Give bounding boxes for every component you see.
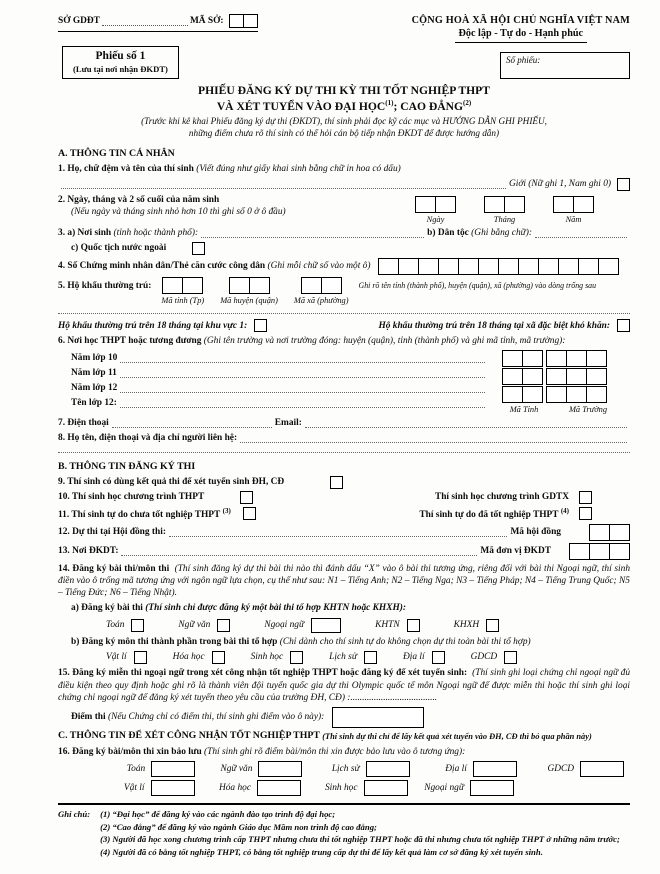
class12-label: Tên lớp 12: [71, 397, 117, 408]
footnote-ref-2: (2) [463, 98, 472, 107]
council-input[interactable] [169, 528, 507, 537]
ngu-van-box[interactable] [217, 619, 230, 632]
subject-label: Ngữ văn [220, 764, 253, 774]
dkdt-place-input[interactable] [121, 547, 477, 556]
item14-paragraph [58, 563, 630, 600]
digit-box[interactable] [522, 368, 543, 385]
item5-note: Ghi rõ tên tỉnh (thành phố), huyện (quận), xã (phường) vào dòng trống sau [358, 281, 597, 291]
digit-box[interactable] [301, 277, 322, 294]
thpt-program-box[interactable] [240, 491, 253, 504]
item3b-label: b) Dân tộc [427, 228, 469, 239]
digit-box[interactable] [538, 258, 559, 275]
item12-label: 12. Dự thi tại Hội đồng thi: [58, 526, 166, 537]
grade12-school-boxes [546, 386, 607, 403]
subject-label: Hóa học [172, 652, 205, 663]
item2-row [58, 194, 630, 225]
item3c-label: c) Quốc tịch nước ngoài [71, 243, 167, 254]
form-title [58, 84, 630, 114]
ward-code-label: Mã xã (phường) [293, 296, 349, 306]
item14b-row [71, 636, 630, 648]
form-instructions: (Trước khi kê khai Phiếu đăng ký dự thi (ĐKDT), thí sinh phải đọc kỹ các mục và HƯỚNG DẪN GHI PHIẾU, những điểm chưa rõ thí sinh có thể hỏi cán bộ tiếp nhận ĐKDT để được hướng dẫn) [141, 116, 547, 139]
digit-box[interactable] [546, 350, 567, 367]
digit-box[interactable] [586, 386, 607, 403]
subject-label: Sinh học [250, 652, 284, 663]
item14-hint: (Thí sinh đăng ký dự thi bài thi nào thì đánh dấu “X” vào ô bài thi tương ứng, riêng đối với bài thi Ngoại ngữ, thí sinh điền vào ô trống mã tương ứng với ngôn ngữ lựa chọn, cụ thể như sau: N1 – Tiếng Anh; N2 – Tiếng Nga; N3 – Tiếng Pháp; N4 – Tiếng Trung Quốc; N5 – Tiếng Đức; N6 – Tiếng Nhật). [58, 563, 631, 599]
item7-label: 7. Điện thoại [58, 418, 109, 429]
footnote-ref-1: (1) [385, 98, 394, 107]
hardship-label: Hộ khẩu thường trú trên 18 tháng tại xã đặc biệt khó khăn: [378, 320, 610, 331]
item6-hint: (Ghi tên trường và nơi trường đóng: huyện (quận), tỉnh (thành phố) và ghi mã tỉnh, mã trường): [203, 335, 566, 346]
digit-box[interactable] [546, 386, 567, 403]
toan-score-box[interactable] [151, 761, 195, 777]
province-col-label: Mã Tỉnh [509, 404, 539, 414]
item11-row [58, 507, 630, 522]
dia-li-score-box[interactable] [473, 761, 517, 777]
dob-year-boxes [553, 196, 594, 213]
digit-box[interactable] [573, 196, 594, 213]
item4-row [58, 258, 630, 275]
gdtx-program-box[interactable] [579, 491, 592, 504]
sinh-hoc-box[interactable] [290, 651, 303, 664]
digit-box[interactable] [243, 14, 258, 28]
score-hint: (Nếu Chứng chỉ có điểm thi, thí sinh ghi điểm vào ô này): [107, 712, 325, 723]
digit-box[interactable] [566, 386, 587, 403]
item13-row [58, 543, 630, 560]
dob-month-boxes [484, 196, 525, 213]
vat-li-score-box[interactable] [151, 780, 195, 796]
hoa-hoc-box[interactable] [212, 651, 225, 664]
email-label: Email: [274, 418, 302, 429]
form-number: Phiếu số 1 [95, 49, 146, 62]
department-code-label: MÃ SỞ: [189, 15, 224, 26]
phone-input[interactable] [112, 419, 272, 428]
section-c-hint: (Thí sinh dự thi chỉ để lấy kết quả xét tuyển vào ĐH, CĐ thì bỏ qua phần này) [322, 732, 592, 742]
province-code-label: Mã tỉnh (Tp) [161, 296, 205, 306]
digit-box[interactable] [458, 258, 479, 275]
item2-label: 2. Ngày, tháng và 2 số cuối của năm sinh [58, 194, 220, 205]
hoa-hoc-score-box[interactable] [257, 780, 301, 796]
hardship-box[interactable] [617, 319, 630, 332]
digit-box[interactable] [182, 277, 203, 294]
footnotes-label: Ghi chú: [58, 809, 91, 820]
vat-li-box[interactable] [134, 651, 147, 664]
contact-input-line2[interactable] [58, 452, 630, 453]
subject-label: Ngữ văn [178, 620, 211, 631]
department-label: SỞ GDĐT [58, 15, 100, 26]
form-header [58, 14, 630, 43]
gender-box[interactable] [617, 178, 630, 191]
free-candidate-box[interactable] [243, 507, 256, 520]
grade12-label: Năm lớp 12 [71, 382, 118, 393]
ngoai-ngu-score-box[interactable] [470, 780, 514, 796]
email-input[interactable] [305, 419, 627, 428]
item4-hint: (Ghi mỗi chữ số vào một ô) [267, 260, 371, 271]
digit-box[interactable] [478, 258, 499, 275]
digit-box[interactable] [566, 368, 587, 385]
digit-box[interactable] [502, 386, 523, 403]
residency-flags-row [58, 319, 630, 332]
dob-month-label: Tháng [493, 214, 516, 224]
dob-year-label: Năm [565, 214, 582, 224]
subject-label: Ngoại ngữ [264, 620, 305, 631]
subject-label: GDCD [547, 764, 575, 774]
section-b-heading: B. THÔNG TIN ĐĂNG KÝ THI [58, 460, 196, 472]
national-motto [412, 14, 630, 43]
item14a-label: a) Đăng ký bài thi [71, 603, 143, 614]
section-a-heading: A. THÔNG TIN CÁ NHÂN [58, 148, 175, 160]
digit-box[interactable] [578, 258, 599, 275]
item7-row [58, 417, 630, 429]
ngu-van-score-box[interactable] [258, 761, 302, 777]
digit-box[interactable] [609, 524, 630, 541]
item10-row [58, 491, 630, 504]
subject-label: Địa lí [402, 652, 425, 663]
subject-label: Toán [106, 620, 125, 631]
footnote-ref-4: (4) [560, 506, 569, 515]
digit-box[interactable] [586, 368, 607, 385]
residence-detail-input[interactable] [58, 313, 630, 314]
item1-label: 1. Họ, chữ đệm và tên của thí sinh [58, 164, 194, 175]
serial-number-label: Số phiếu: [506, 54, 541, 65]
grade12-input[interactable] [120, 384, 485, 393]
subject-label: Lịch sử [329, 652, 357, 663]
item9-label: 9. Thí sinh có dùng kết quả thi để xét tuyển sinh ĐH, CĐ [58, 476, 285, 487]
item10-left-label: 10. Thí sinh học chương trình THPT [58, 492, 205, 503]
grade11-school-boxes [546, 368, 607, 385]
ngoai-ngu-box[interactable] [311, 618, 341, 633]
digit-box[interactable] [504, 196, 525, 213]
item16-hint: (Thí sinh ghi rõ điểm bài/môn thi xin được bảo lưu vào ô tương ứng): [204, 746, 466, 757]
subject-label: Sinh học [324, 783, 358, 793]
item3a-label: 3. a) Nơi sinh [58, 228, 112, 239]
district-code-boxes [229, 277, 270, 294]
digit-box[interactable] [162, 277, 183, 294]
id-number-boxes [378, 258, 619, 275]
grade11-province-boxes [502, 368, 543, 385]
ethnicity-input[interactable] [535, 229, 627, 238]
contact-input[interactable] [240, 434, 627, 443]
digit-box[interactable] [498, 258, 519, 275]
kv1-box[interactable] [254, 319, 267, 332]
digit-box[interactable] [558, 258, 579, 275]
digit-box[interactable] [502, 368, 523, 385]
form-title-line2: VÀ XÉT TUYỂN VÀO ĐẠI HỌC$^{(1)}$; CAO ĐẲNG$^{(2)}$ [216, 98, 472, 113]
gdcd-score-box[interactable] [580, 761, 624, 777]
grade11-input[interactable] [120, 369, 485, 378]
grade10-label: Năm lớp 10 [71, 353, 118, 364]
national-subtitle: Độc lập - Tự do - Hạnh phúc [455, 27, 588, 42]
item5-label: 5. Hộ khẩu thường trú: [58, 281, 152, 292]
digit-box[interactable] [398, 258, 419, 275]
section-c-heading: C. THÔNG TIN ĐỂ XÉT CÔNG NHẬN TỐT NGHIỆP THPT [58, 730, 320, 742]
kv1-label: Hộ khẩu thường trú trên 18 tháng tại khu vực 1: [58, 320, 248, 331]
subject-label: Hóa học [218, 783, 251, 793]
form-number-note: (Lưu tại nơi nhận ĐKDT) [73, 64, 168, 75]
item3-row [58, 227, 630, 239]
item15-hint: (Thí sinh ghi loại chứng chỉ ngoại ngữ đủ điều kiện theo quy định hoặc ghi rõ là thành viên đội tuyển quốc gia dự thi Olympic quốc tế môn Ngoại ngữ để được miễn thi hoặc thí sinh ghi loại chứng chỉ ngoại ngữ để đăng ký xét tuyển theo yêu cầu của trường ĐH, CĐ) : [58, 668, 631, 703]
digit-box[interactable] [502, 350, 523, 367]
use-result-box[interactable] [330, 476, 343, 489]
fullname-input[interactable] [61, 180, 506, 189]
item14b-subjects [106, 651, 630, 664]
item15-label: 15. Đăng ký miễn thi ngoại ngữ trong xét công nhận tốt nghiệp THPT hoặc đăng ký để xét tuyển sinh: [58, 668, 468, 679]
dob-groups [415, 196, 594, 225]
digit-box[interactable] [522, 386, 543, 403]
item6-row [58, 335, 630, 347]
footer-divider [58, 803, 630, 805]
dob-day-boxes [415, 196, 456, 213]
digit-box[interactable] [438, 258, 459, 275]
item8-row [58, 432, 630, 444]
national-title: CỘNG HOÀ XÃ HỘI CHỦ NGHĨA VIỆT NAM [411, 15, 630, 26]
subject-label: Địa lí [445, 764, 467, 774]
digit-box[interactable] [553, 196, 574, 213]
digit-box[interactable] [546, 368, 567, 385]
digit-box[interactable] [418, 258, 439, 275]
item4-label: 4. Số Chứng minh nhân dân/Thẻ căn cước công dân [58, 260, 266, 271]
item1-hint: (Viết đúng như giấy khai sinh bằng chữ in hoa có dấu) [196, 164, 401, 175]
digit-box[interactable] [321, 277, 342, 294]
item13-code-label: Mã đơn vị ĐKDT [480, 546, 551, 557]
item12-row [58, 524, 630, 541]
item3b-hint: (Ghi bằng chữ): [471, 228, 532, 239]
grade10-province-boxes [502, 350, 543, 367]
lich-su-score-box[interactable] [366, 761, 410, 777]
item11-right-label: Thí sinh tự do đã tốt nghiệp THPT [419, 509, 559, 520]
khxh-box[interactable] [486, 619, 499, 632]
item10-right-label: Thí sinh học chương trình GDTX [434, 492, 569, 503]
footnotes [58, 809, 630, 859]
item9-row [58, 476, 630, 489]
digit-box[interactable] [522, 350, 543, 367]
subject-label: Vật lí [123, 783, 145, 793]
footnote-4: (4) Người đã có bằng tốt nghiệp THPT, có bằng tốt nghiệp trung cấp dự thi để lấy kết quả làm cơ sở đăng ký xét tuyển sinh. [100, 846, 543, 857]
item16-row2 [88, 780, 514, 796]
subject-label: KHTN [375, 620, 400, 631]
digit-box[interactable] [229, 277, 250, 294]
item1-name-line [58, 178, 630, 191]
item3a-hint: (tỉnh hoặc thành phố): [113, 228, 199, 239]
gender-label: Giới (Nữ ghi 1, Nam ghi 0) [508, 179, 611, 190]
grade12-province-boxes [502, 386, 543, 403]
dia-li-box[interactable] [432, 651, 445, 664]
item16-row [58, 746, 630, 758]
department-input[interactable] [102, 17, 188, 26]
school-history-block [58, 350, 630, 415]
score-label: Điểm thi [71, 712, 106, 723]
digit-box[interactable] [586, 350, 607, 367]
grade10-school-boxes [546, 350, 607, 367]
item6-label: 6. Nơi học THPT hoặc tương đương [58, 335, 202, 346]
item14b-hint: (Chỉ dành cho thí sinh tự do không chọn dự thi toàn bài thi tổ hợp) [279, 636, 531, 647]
form-subheader [58, 46, 630, 80]
graduated-candidate-box[interactable] [579, 507, 592, 520]
digit-box[interactable] [518, 258, 539, 275]
section-c-heading-row [58, 730, 630, 743]
school-col-label: Mã Trường [568, 404, 608, 414]
subject-label: Ngoại ngữ [424, 783, 464, 793]
department-code-boxes [229, 14, 258, 28]
subject-label: Toán [126, 764, 146, 774]
digit-box[interactable] [415, 196, 436, 213]
digit-box[interactable] [229, 14, 244, 28]
grade11-label: Năm lớp 11 [71, 368, 117, 379]
item16-label: 16. Đăng ký bài/môn thi xin bảo lưu [58, 746, 202, 757]
item3c-row [71, 242, 630, 255]
lich-su-box[interactable] [364, 651, 377, 664]
birthplace-input[interactable] [201, 229, 424, 238]
digit-box[interactable] [609, 543, 630, 560]
digit-box[interactable] [484, 196, 505, 213]
item5-row [58, 277, 630, 306]
residence-code-groups [161, 277, 348, 306]
gdcd-box[interactable] [504, 651, 517, 664]
footnote-1: (1) “Đại học” để đăng ký vào các ngành đào tạo trình độ đại học; [100, 809, 336, 820]
subject-label: KHXH [453, 620, 480, 631]
form-number-badge [62, 46, 179, 80]
item1-row [58, 163, 630, 175]
class12-input[interactable] [120, 399, 485, 408]
council-code-boxes [589, 524, 630, 541]
item14b-label: b) Đăng ký môn thi thành phần trong bài thi tổ hợp [71, 636, 278, 647]
item12-code-label: Mã hội đồng [510, 526, 561, 537]
dkdt-unit-code-boxes [569, 543, 630, 560]
foreign-nationality-box[interactable] [192, 242, 205, 255]
digit-box[interactable] [569, 543, 590, 560]
item15-score-row [71, 707, 630, 728]
item14-label: 14. Đăng ký bài thi/môn thi [58, 563, 170, 574]
form-title-line1: PHIẾU ĐĂNG KÝ DỰ THI KỲ THI TỐT NGHIỆP THPT [198, 84, 490, 98]
item14a-hint: (Thí sinh chỉ được đăng ký một bài thi tổ hợp KHTN hoặc KHXH): [145, 603, 407, 614]
subject-label: GDCD [470, 652, 498, 663]
digit-box[interactable] [589, 543, 610, 560]
district-code-label: Mã huyện (quận) [220, 296, 278, 306]
dob-day-label: Ngày [426, 214, 445, 224]
province-code-boxes [162, 277, 203, 294]
digit-box[interactable] [378, 258, 399, 275]
sinh-hoc-score-box[interactable] [364, 780, 408, 796]
item14a-subjects [106, 618, 630, 633]
digit-box[interactable] [589, 524, 610, 541]
digit-box[interactable] [249, 277, 270, 294]
item16-row1 [88, 761, 624, 777]
item2-hint: (Nếu ngày và tháng sinh nhỏ hơn 10 thì ghi số 0 ở ô đầu) [71, 207, 286, 218]
school-code-grid [502, 350, 630, 415]
digit-box[interactable] [598, 258, 619, 275]
grade10-input[interactable] [120, 354, 485, 363]
subject-label: Vật lí [106, 652, 127, 663]
footnote-ref-3: (3) [222, 506, 231, 515]
khtn-box[interactable] [407, 619, 420, 632]
toan-box[interactable] [131, 619, 144, 632]
digit-box[interactable] [435, 196, 456, 213]
certificate-score-box[interactable] [332, 707, 424, 728]
digit-box[interactable] [566, 350, 587, 367]
subject-label: Lịch sử [331, 764, 360, 774]
item13-label: 13. Nơi ĐKDT: [58, 546, 119, 557]
footnote-3: (3) Người đã học xong chương trình cấp THPT nhưng chưa thi tốt nghiệp THPT hoặc đã thi nhưng chưa tốt nghiệp THPT ở những năm trước; [100, 834, 620, 845]
department-line [58, 14, 258, 32]
ward-code-boxes [301, 277, 342, 294]
item8-label: 8. Họ tên, điện thoại và địa chỉ người liên hệ: [58, 433, 238, 444]
footnote-2: (2) “Cao đẳng” để đăng ký vào ngành Giáo dục Mầm non trình độ cao đẳng; [100, 821, 377, 832]
item15-paragraph: 15. Đăng ký miễn thi ngoại ngữ trong xét công nhận tốt nghiệp THPT hoặc đăng ký để xét tuyển sinh: (Thí sinh ghi loại chứng chỉ ngoại ngữ đủ điều kiện theo quy định hoặc ghi rõ là thành viên đội tuyển quốc gia dự thi Olympic quốc tế môn Ngoại ngữ để được miễn thi hoặc thí sinh ghi loại chứng chỉ ngoại ngữ để đăng ký xét tuyển theo yêu cầu của trường ĐH, CĐ) :..................................... [58, 668, 631, 703]
serial-number-box[interactable] [500, 52, 630, 79]
item14a-row [71, 602, 630, 614]
item11-left-label: 11. Thí sinh tự do chưa tốt nghiệp THPT [58, 509, 221, 520]
